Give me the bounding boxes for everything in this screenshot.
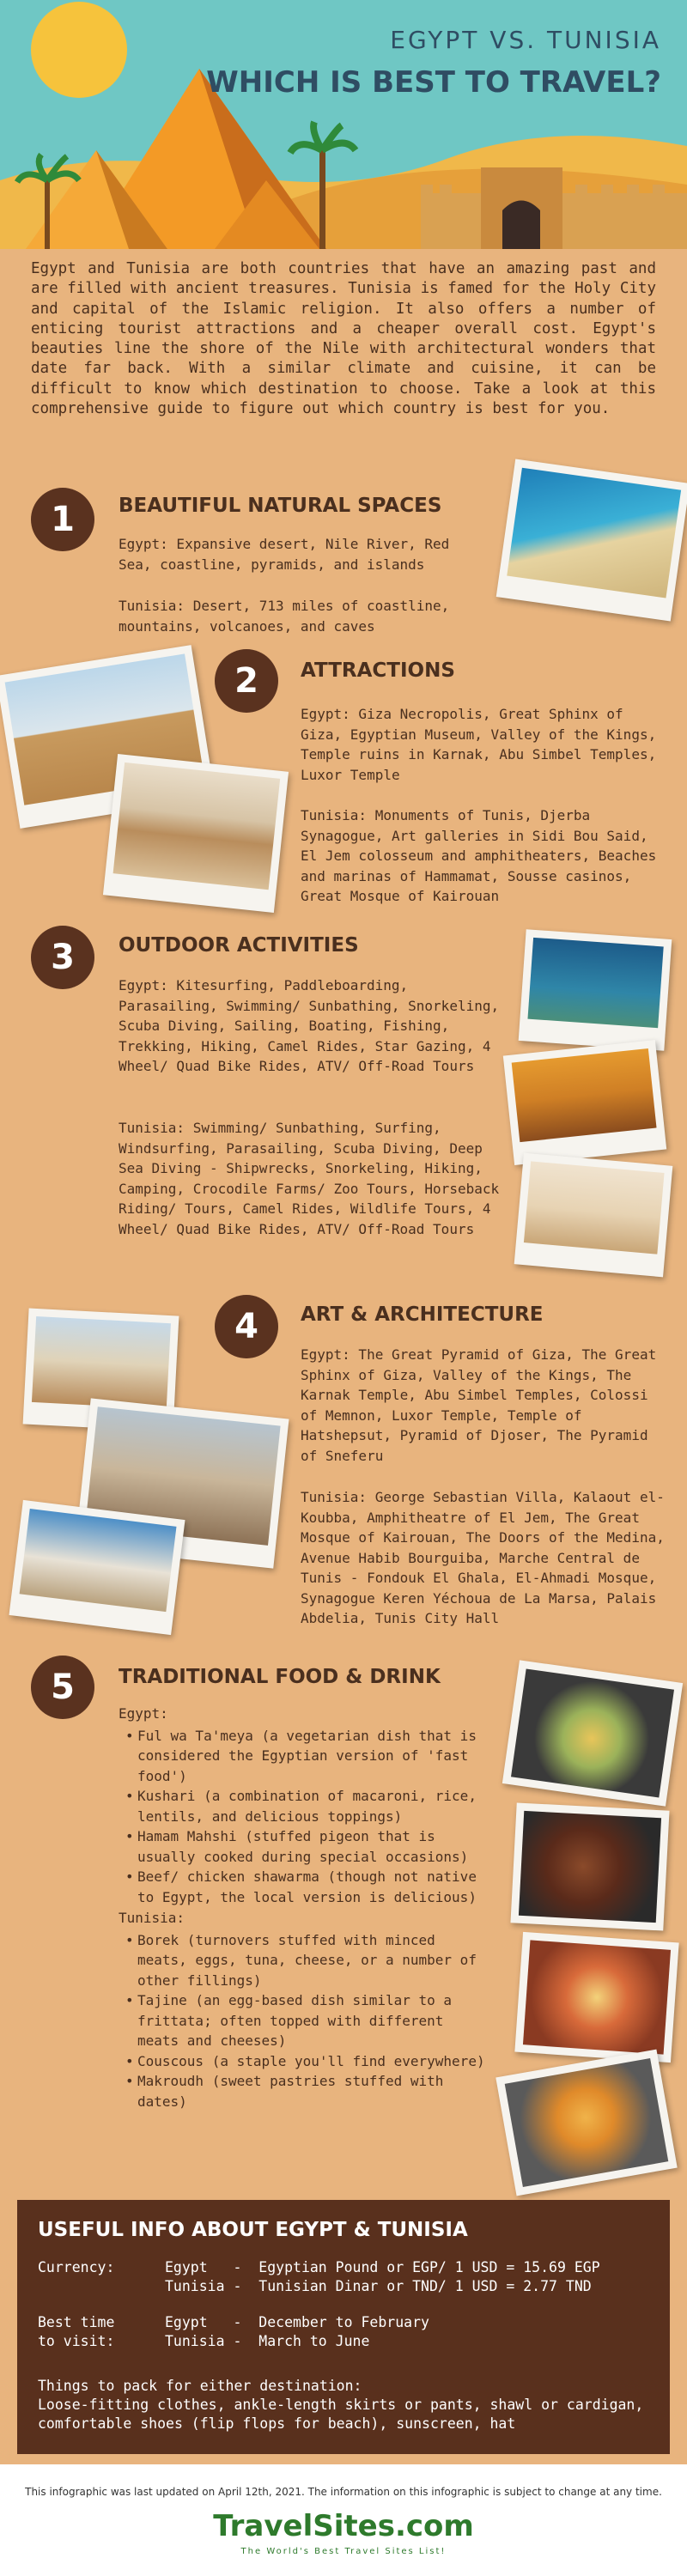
list-item: • Tajine (an egg-based dish similar to a frittata; often topped with different meats and cheeses) (119, 1990, 488, 2051)
best-time-label: Best time to visit: (38, 2314, 115, 2349)
footer-tagline: The World's Best Travel Sites List! (240, 2547, 447, 2556)
header-title: WHICH IS BEST TO TRAVEL? (206, 65, 661, 100)
section-5-egypt-label: Egypt: (119, 1705, 168, 1722)
scuba-diving-photo (519, 929, 672, 1051)
section-5-tunisia-label: Tunisia: (119, 1910, 185, 1926)
ful-dish-photo (502, 1660, 683, 1806)
section-2-egypt: Egypt: Giza Necropolis, Great Sphinx of Giza, Egyptian Museum, Valley of the Kings, Temple ruins in Karnak, Abu Simbel Temples, Luxor Temple (301, 706, 657, 783)
currency-label: Currency: (38, 2259, 115, 2275)
list-item: • Borek (turnovers stuffed with minced meats, eggs, tuna, cheese, or a number of other fillings) (119, 1930, 488, 1991)
section-5-tunisia (119, 1908, 488, 2111)
currency-tunisia: Tunisia - Tunisian Dinar or TND/ 1 USD = 2.77 TND (165, 2278, 592, 2294)
camel-rides-photo (514, 1153, 673, 1278)
section-5-egypt (119, 1704, 488, 1907)
couscous-photo (495, 2050, 677, 2196)
palm-tree-2 (319, 150, 325, 249)
footer-note: This infographic was last updated on April 12th, 2021. The information on this infographic is subject to change at any time. (25, 2486, 662, 2498)
section-4-heading: ART & ARCHITECTURE (301, 1303, 544, 1326)
section-5-heading: TRADITIONAL FOOD & DRINK (119, 1666, 441, 1688)
useful-info-box (17, 2200, 670, 2454)
travelsites-logo[interactable]: TravelSites.com (213, 2509, 474, 2543)
pack-label: Things to pack for either destination: (38, 2378, 362, 2394)
sun-icon (31, 2, 127, 98)
header-subtitle: EGYPT VS. TUNISIA (390, 26, 661, 54)
list-item: • Hamam Mahshi (stuffed pigeon that is usually cooked during special occasions) (119, 1826, 488, 1867)
section-4-tunisia: Tunisia: George Sebastian Villa, Kalaout el-Koubba, Amphitheatre of El Jem, The Great Mosque of Kairouan, The Doors of the Medina, Avenue Habib Bourguiba, Marche Central de Tunis - Fondouk El Ghala, El-Ahmadi Mosque, Synagogue Keren Yéchoua de La Marsa, Palais Abdelia, Tunis City Hall (301, 1489, 665, 1626)
section-1-heading: BEAUTIFUL NATURAL SPACES (119, 495, 442, 517)
section-4-number: 4 (215, 1295, 278, 1358)
list-item: • Beef/ chicken shawarma (though not native to Egypt, the local version is delicious) (119, 1867, 488, 1907)
pack-text: Loose-fitting clothes, ankle-length skirts or pants, shawl or cardigan, comfortable shoes (flip flops for beach), sunscreen, hat (38, 2397, 644, 2432)
shawarma-photo (510, 1802, 669, 1930)
section-1-number: 1 (31, 488, 94, 551)
tajine-photo (514, 1932, 678, 2063)
section-2-number: 2 (215, 649, 278, 713)
list-item: • Makroudh (sweet pastries stuffed with dates) (119, 2071, 488, 2111)
section-3-egypt: Egypt: Kitesurfing, Paddleboarding, Parasailing, Swimming/ Sunbathing, Snorkeling, Scuba Diving, Sailing, Boating, Fishing, Trekking, Hiking, Camel Rides, Star Gazing, 4 Wheel/ Quad Bike Rides, ATV/ Off-Road Tours (119, 977, 500, 1074)
list-item: • Kushari (a combination of macaroni, rice, lentils, and delicious toppings) (119, 1786, 488, 1826)
list-item: • Ful wa Ta'meya (a vegetarian dish that is considered the Egyptian version of 'fast food') (119, 1726, 488, 1787)
section-3-number: 3 (31, 926, 94, 989)
great-sphinx-photo (103, 754, 289, 913)
section-5-number: 5 (31, 1656, 94, 1719)
section-2-tunisia: Tunisia: Monuments of Tunis, Djerba Synagogue, Art galleries in Sidi Bou Said, El Jem colosseum and amphitheaters, Beaches and marinas of Hammamat, Sousse casinos, Great Mosque of Kairouan (301, 807, 657, 904)
section-2-heading: ATTRACTIONS (301, 659, 455, 682)
palm-tree (45, 180, 50, 249)
intro-paragraph: Egypt and Tunisia are both countries that have an amazing past and are filled with ancient treasures. Tunisia is famed for the Holy City and capital of the Islamic religion. It also offers a number of enticing tourist attractions and a cheaper overall cost. Egypt's beauties line the shore of the Nile with architectural wonders that date far back. With a similar climate and cuisine, it can be difficult to know which destination to choose. Take a look at this comprehensive guide to figure out which country is best for you. (31, 260, 656, 418)
section-3-tunisia: Tunisia: Swimming/ Sunbathing, Surfing, Windsurfing, Parasailing, Scuba Diving, Deep Sea Diving - Shipwrecks, Snorkeling, Hiking, Camping, Crocodile Farms/ Zoo Tours, Horseback Riding/ Tours, Camel Rides, Wildlife Tours, 4 Wheel/ Quad Bike Rides, ATV/ Off-Road Tours (119, 1120, 500, 1237)
tunisian-architecture-photo (9, 1500, 185, 1635)
section-1-egypt: Egypt: Expansive desert, Nile River, Red Sea, coastline, pyramids, and islands (119, 536, 450, 573)
beach-coastline-photo (496, 459, 687, 622)
best-time-egypt: Egypt - December to February (165, 2314, 429, 2330)
list-item: • Couscous (a staple you'll find everywhere) (119, 2051, 488, 2072)
header-banner (0, 0, 687, 249)
best-time-tunisia: Tunisia - March to June (165, 2333, 370, 2349)
quad-bike-photo (503, 1040, 666, 1165)
useful-info-heading: USEFUL INFO ABOUT EGYPT & TUNISIA (38, 2219, 468, 2241)
section-4-egypt: Egypt: The Great Pyramid of Giza, The Great Sphinx of Giza, Valley of the Kings, The Karnak Temple, Abu Simbel Temples, Colossi of Memnon, Luxor Temple, Temple of Hatshepsut, Pyramid of Djoser, The Pyramid of Sneferu (301, 1346, 657, 1464)
section-3-heading: OUTDOOR ACTIVITIES (119, 934, 359, 957)
currency-egypt: Egypt - Egyptian Pound or EGP/ 1 USD = 15.69 EGP (165, 2259, 600, 2275)
section-1-tunisia: Tunisia: Desert, 713 miles of coastline, mountains, volcanoes, and caves (119, 598, 450, 635)
